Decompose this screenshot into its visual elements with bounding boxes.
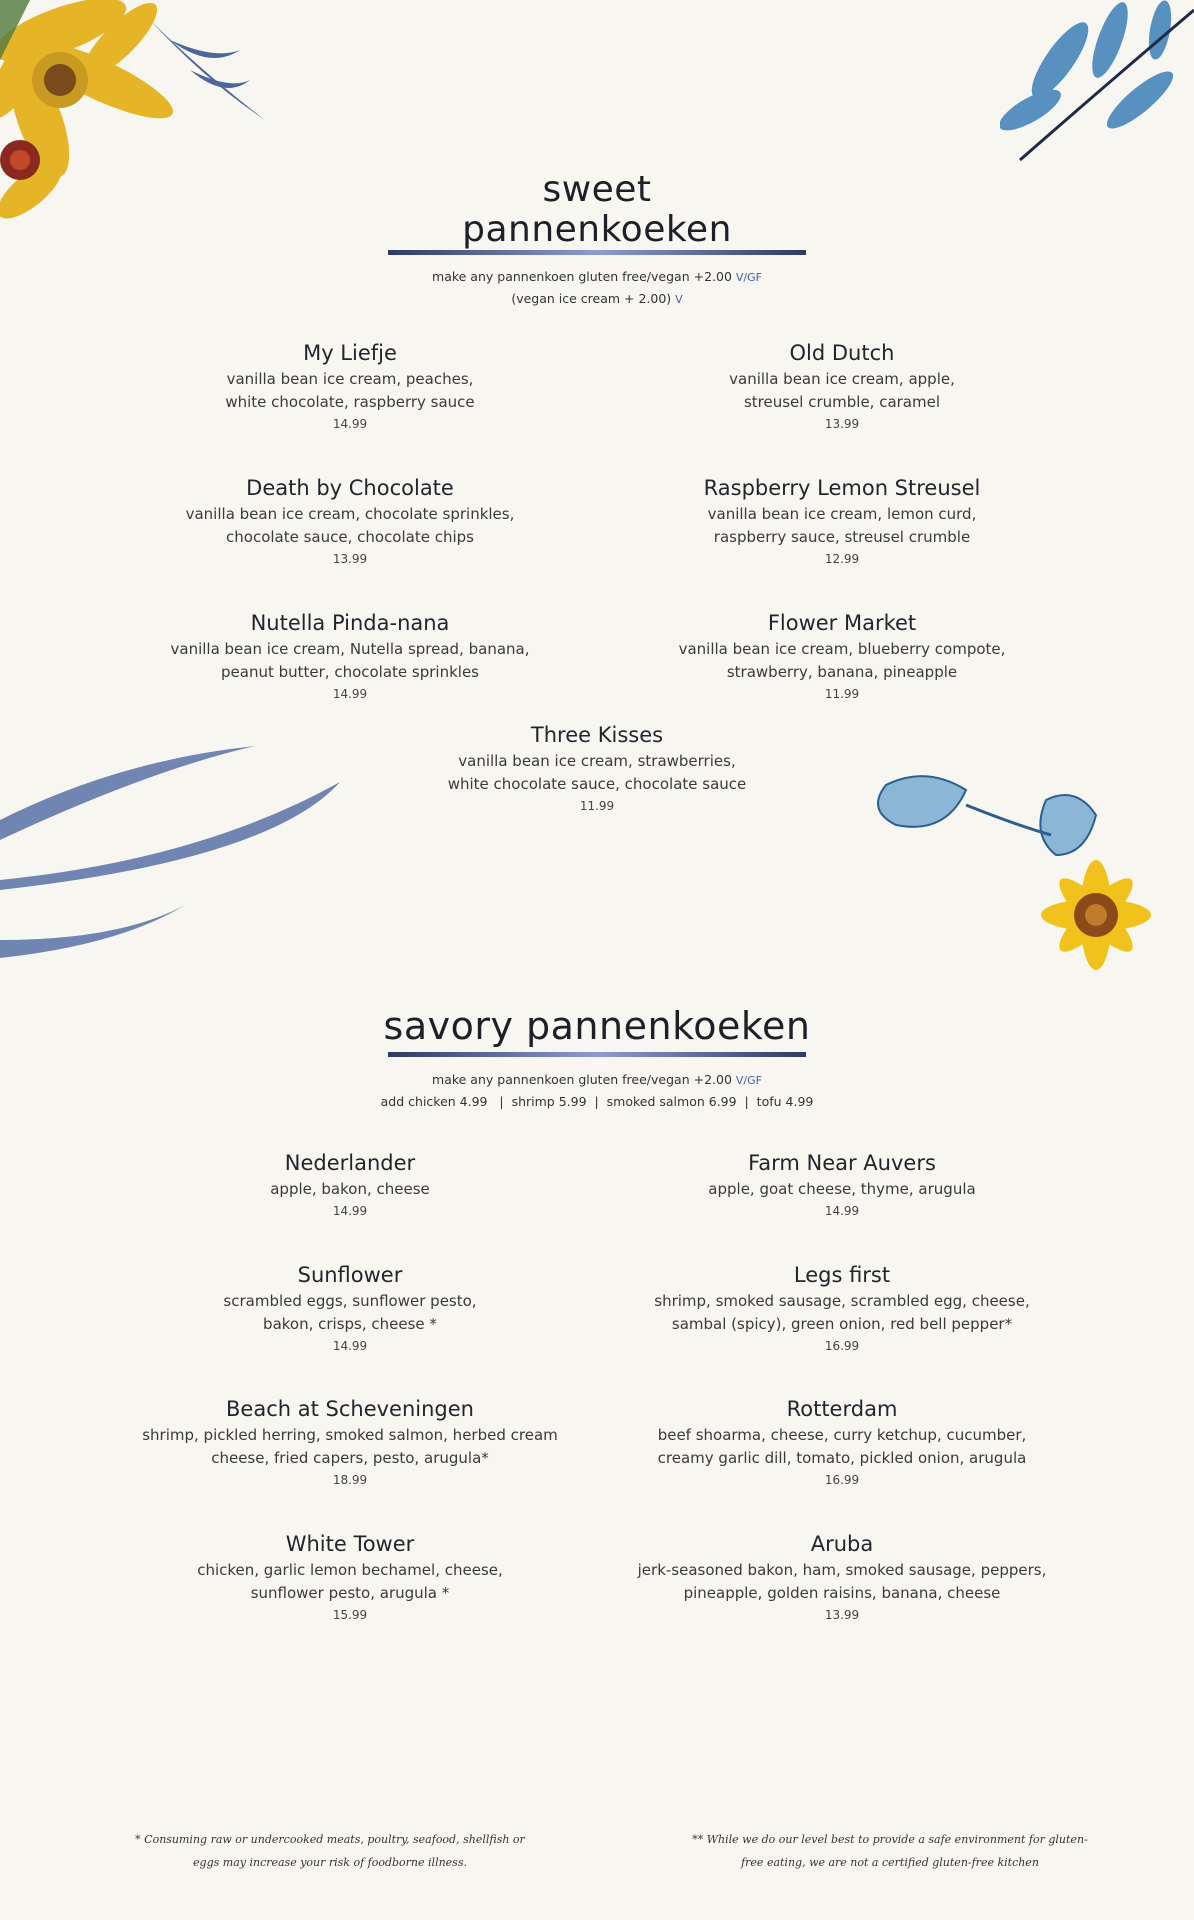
item-price: 16.99: [824, 1339, 860, 1353]
menu-item: [602, 473, 1082, 566]
menu-item: [110, 338, 590, 431]
sweet-note-line2: (vegan ice cream + 2.00): [511, 291, 672, 306]
item-description: shrimp, pickled herring, smoked salmon, herbed cream: [142, 1426, 558, 1444]
item-price: 16.99: [824, 1473, 860, 1487]
item-name: Legs first: [793, 1263, 891, 1287]
footnote-food-safety: [110, 1828, 550, 1874]
item-price: 14.99: [332, 417, 368, 431]
item-price: 13.99: [332, 552, 368, 566]
item-description: peanut butter, chocolate sprinkles: [221, 663, 479, 681]
item-description: vanilla bean ice cream, lemon curd,: [707, 505, 977, 523]
item-price: 14.99: [332, 1339, 368, 1353]
item-description: bakon, crisps, cheese *: [263, 1315, 437, 1333]
menu-item: [110, 608, 590, 701]
item-description: cheese, fried capers, pesto, arugula*: [211, 1449, 489, 1467]
item-description: beef shoarma, cheese, curry ketchup, cucumber,: [657, 1426, 1027, 1444]
item-price: 12.99: [824, 552, 860, 566]
item-name: Death by Chocolate: [246, 476, 454, 500]
item-price: 15.99: [332, 1608, 368, 1622]
item-name: Nutella Pinda-nana: [250, 611, 450, 635]
blue-brushstroke-illustration: [0, 740, 350, 970]
item-description: scrambled eggs, sunflower pesto,: [223, 1292, 477, 1310]
item-description: sambal (spicy), green onion, red bell pepper*: [671, 1315, 1013, 1333]
item-price: 14.99: [824, 1204, 860, 1218]
savory-note: [0, 1069, 1194, 1112]
menu-item: [110, 1529, 590, 1622]
savory-title-rule: [388, 1052, 806, 1057]
item-price: 11.99: [824, 687, 860, 701]
item-price: 14.99: [332, 1204, 368, 1218]
item-name: Three Kisses: [530, 723, 664, 747]
item-name: Old Dutch: [789, 341, 895, 365]
item-description: vanilla bean ice cream, Nutella spread, banana,: [170, 640, 530, 658]
item-name: Rotterdam: [786, 1397, 898, 1421]
item-description: jerk-seasoned bakon, ham, smoked sausage, peppers,: [637, 1561, 1047, 1579]
menu-item: [602, 1148, 1082, 1218]
menu-item: [602, 1260, 1082, 1353]
item-name: My Liefje: [303, 341, 397, 365]
menu-item: [602, 1529, 1082, 1622]
sweet-note-tag2: V: [675, 293, 683, 306]
item-description: vanilla bean ice cream, peaches,: [226, 370, 474, 388]
menu-item: [602, 1394, 1082, 1487]
footnote-line: free eating, we are not a certified gluten-free kitchen: [741, 1856, 1039, 1869]
sweet-note-tag1: V/GF: [735, 271, 762, 284]
menu-item: [110, 473, 590, 566]
sweet-title-rule: [388, 250, 806, 255]
menu-item: [357, 720, 837, 813]
savory-title: savory pannenkoeken: [383, 1004, 811, 1048]
item-name: Raspberry Lemon Streusel: [703, 476, 981, 500]
item-description: apple, goat cheese, thyme, arugula: [708, 1180, 976, 1198]
blue-leaves-illustration: [1000, 0, 1194, 170]
item-description: streusel crumble, caramel: [743, 393, 941, 411]
item-name: Farm Near Auvers: [748, 1151, 936, 1175]
item-description: vanilla bean ice cream, apple,: [729, 370, 955, 388]
item-description: creamy garlic dill, tomato, pickled onion, arugula: [657, 1449, 1027, 1467]
item-description: white chocolate, raspberry sauce: [225, 393, 475, 411]
item-name: Aruba: [810, 1532, 874, 1556]
savory-note-tag1: V/GF: [735, 1074, 762, 1087]
item-description: shrimp, smoked sausage, scrambled egg, cheese,: [654, 1292, 1030, 1310]
menu-item: [110, 1394, 590, 1487]
footnote-line: ** While we do our level best to provide a safe environment for gluten-: [692, 1833, 1088, 1846]
item-price: 14.99: [332, 687, 368, 701]
item-price: 18.99: [332, 1473, 368, 1487]
item-description: sunflower pesto, arugula *: [250, 1584, 450, 1602]
item-description: raspberry sauce, streusel crumble: [713, 528, 971, 546]
tulip-sunflower-illustration: [866, 765, 1156, 975]
menu-item: [602, 338, 1082, 431]
item-description: apple, bakon, cheese: [270, 1180, 430, 1198]
item-description: vanilla bean ice cream, blueberry compote,: [678, 640, 1006, 658]
footnote-line: * Consuming raw or undercooked meats, poultry, seafood, shellfish or: [135, 1833, 525, 1846]
item-name: Nederlander: [284, 1151, 416, 1175]
item-description: chicken, garlic lemon bechamel, cheese,: [197, 1561, 503, 1579]
footnote-gluten: [670, 1828, 1110, 1874]
footnote-line: eggs may increase your risk of foodborne illness.: [193, 1856, 467, 1869]
item-price: 13.99: [824, 1608, 860, 1622]
item-price: 11.99: [579, 799, 615, 813]
item-name: Sunflower: [297, 1263, 403, 1287]
item-description: strawberry, banana, pineapple: [726, 663, 958, 681]
savory-note-addons: add chicken 4.99 | shrimp 5.99 | smoked salmon 6.99 | tofu 4.99: [380, 1094, 814, 1109]
sweet-title-line1: sweet: [542, 169, 652, 210]
item-name: White Tower: [285, 1532, 415, 1556]
item-name: Beach at Scheveningen: [226, 1397, 474, 1421]
sweet-title-line2: pannenkoeken: [462, 209, 732, 250]
savory-note-line1: make any pannenkoen gluten free/vegan +2.00: [432, 1072, 732, 1087]
item-description: vanilla bean ice cream, chocolate sprinkles,: [185, 505, 515, 523]
item-price: 13.99: [824, 417, 860, 431]
menu-item: [110, 1260, 590, 1353]
item-description: white chocolate sauce, chocolate sauce: [447, 775, 747, 793]
item-description: pineapple, golden raisins, banana, cheese: [683, 1584, 1001, 1602]
sweet-note-line1: make any pannenkoen gluten free/vegan +2.00: [432, 269, 732, 284]
item-description: vanilla bean ice cream, strawberries,: [458, 752, 736, 770]
item-name: Flower Market: [767, 611, 917, 635]
sweet-note: [0, 266, 1194, 310]
sweet-title: [0, 170, 1194, 250]
menu-item: [602, 608, 1082, 701]
item-description: chocolate sauce, chocolate chips: [226, 528, 474, 546]
menu-item: [110, 1148, 590, 1218]
